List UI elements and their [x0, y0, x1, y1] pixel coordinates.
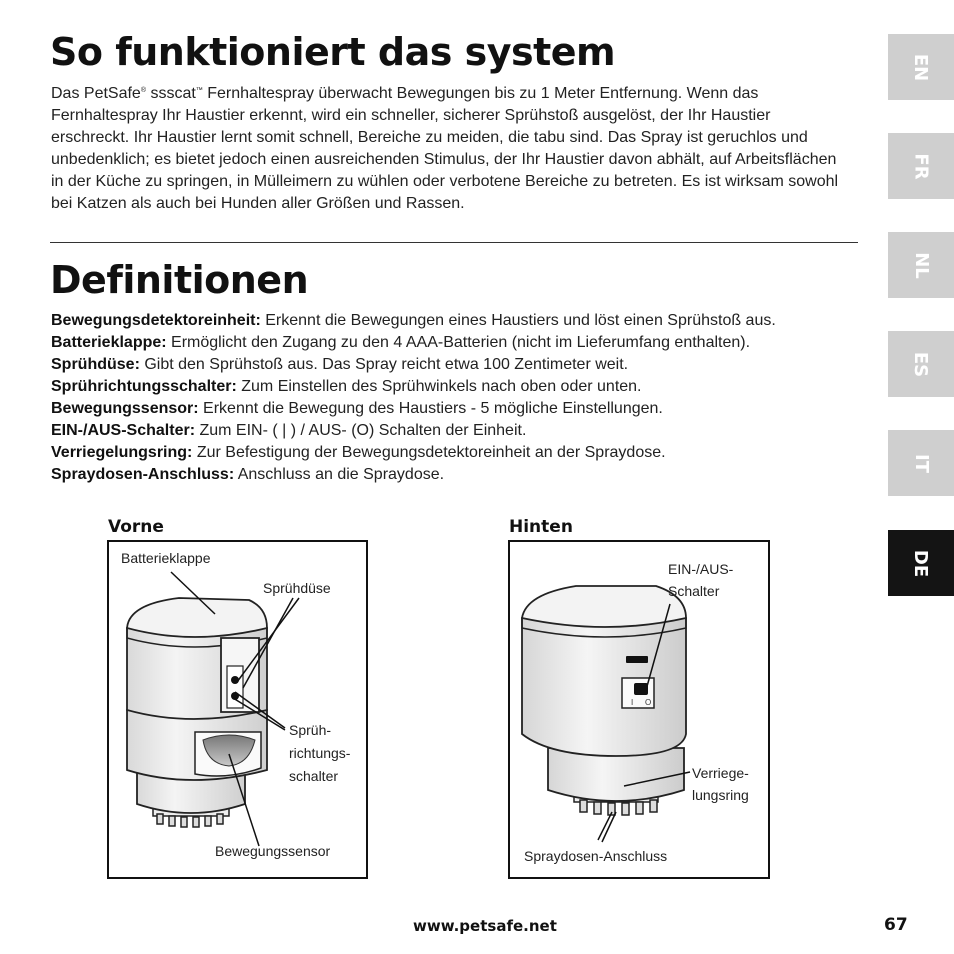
figure-label-front: Vorne — [108, 517, 164, 537]
callout-spray-direction-switch: Sprüh- richtungs- schalter — [289, 722, 351, 784]
definition-item — [51, 442, 859, 464]
definition-text: Zum EIN- ( | ) / AUS- (O) Schalten der Einheit. — [195, 422, 527, 439]
definition-text: Erkennt die Bewegung des Haustiers - 5 mögliche Einstellungen. — [198, 400, 663, 417]
section-heading-definitions: Definitionen — [50, 258, 309, 302]
definition-text: Anschluss an die Spraydose. — [234, 466, 445, 483]
tab-label: ES — [910, 351, 932, 377]
callout-spray-can-connector: Spraydosen-Anschluss — [524, 848, 668, 864]
definition-text: Gibt den Sprühstoß aus. Das Spray reicht etwa 100 Zentimeter weit. — [139, 356, 629, 373]
definition-term: Sprühdüse: — [51, 356, 140, 373]
figure-label-back: Hinten — [509, 517, 573, 537]
tab-label: EN — [910, 53, 932, 81]
switch-off-mark: O — [645, 698, 652, 707]
definition-text: Erkennt die Bewegungen eines Haustiers und löst einen Sprühstoß aus. — [260, 312, 776, 329]
section-divider — [50, 242, 858, 243]
definition-item — [51, 464, 859, 486]
tab-fr[interactable] — [888, 133, 954, 199]
intro-paragraph — [51, 80, 851, 215]
tab-label: NL — [910, 251, 932, 279]
definition-item — [51, 398, 859, 420]
tab-it[interactable] — [888, 430, 954, 496]
definitions-list — [51, 310, 859, 486]
callout-motion-sensor: Bewegungssensor — [215, 843, 331, 859]
definition-item — [51, 376, 859, 398]
definition-item — [51, 310, 859, 332]
tab-es[interactable] — [888, 331, 954, 397]
intro-text-3: Fernhaltespray überwacht Bewegungen bis zu 1 Meter Entfernung. Wenn das Fernhaltespray Ihr Haustier erkennt, wird ein schneller, sicherer Sprühstoß ausgelöst, der Ihr Haustier erschreckt. Ihr Haustier lernt somit schnell, Bereiche zu meiden, die tabu sind. Das Spray ist geruchlos und unbedenklich; es bietet jedoch einen ausreichenden Stimulus, der Ihr Haustier davon abhält, auf Arbeitsflächen in der Küche zu springen, in Mülleimern zu wühlen oder verbotene Bereiche zu betreten. Es ist wirksam sowohl bei Katzen als auch bei Hunden aller Größen und Rassen. — [51, 85, 839, 212]
tab-label: FR — [910, 152, 932, 180]
definition-item — [51, 354, 859, 376]
definition-term: Bewegungsdetektoreinheit: — [51, 312, 261, 329]
section-heading-system: So funktioniert das system — [50, 30, 616, 74]
tab-en[interactable] — [888, 34, 954, 100]
registered-mark: ® — [140, 87, 146, 94]
callout-spray-nozzle: Sprühdüse — [263, 580, 331, 596]
figure-front — [107, 540, 368, 879]
intro-text-1: Das PetSafe — [51, 85, 141, 102]
tab-nl[interactable] — [888, 232, 954, 298]
tab-label: IT — [910, 453, 932, 473]
tab-de[interactable] — [888, 530, 954, 596]
definition-text: Zum Einstellen des Sprühwinkels nach oben oder unten. — [236, 378, 642, 395]
definition-text: Ermöglicht den Zugang zu den 4 AAA-Batterien (nicht im Lieferumfang enthalten). — [166, 334, 751, 351]
callout-battery-door: Batterieklappe — [121, 550, 211, 566]
footer-url[interactable]: www.petsafe.net — [413, 917, 557, 935]
definition-term: Spraydosen-Anschluss: — [51, 466, 235, 483]
definition-term: Batterieklappe: — [51, 334, 167, 351]
definition-term: Verriegelungsring: — [51, 444, 193, 461]
definition-term: EIN-/AUS-Schalter: — [51, 422, 196, 439]
definition-text: Zur Befestigung der Bewegungsdetektoreinheit an der Spraydose. — [192, 444, 666, 461]
switch-on-mark: I — [631, 698, 634, 707]
definition-item — [51, 420, 859, 442]
definition-item — [51, 332, 859, 354]
intro-text-2: ssscat — [146, 85, 196, 102]
callout-locking-ring: Verriege- lungsring — [692, 765, 749, 803]
trademark-mark: ™ — [195, 87, 203, 94]
tab-label: DE — [910, 549, 932, 577]
callout-on-off-switch: EIN-/AUS- Schalter — [668, 561, 734, 599]
definition-term: Bewegungssensor: — [51, 400, 199, 417]
figure-back — [508, 540, 770, 879]
definition-term: Sprührichtungsschalter: — [51, 378, 237, 395]
page-number: 67 — [884, 915, 908, 935]
